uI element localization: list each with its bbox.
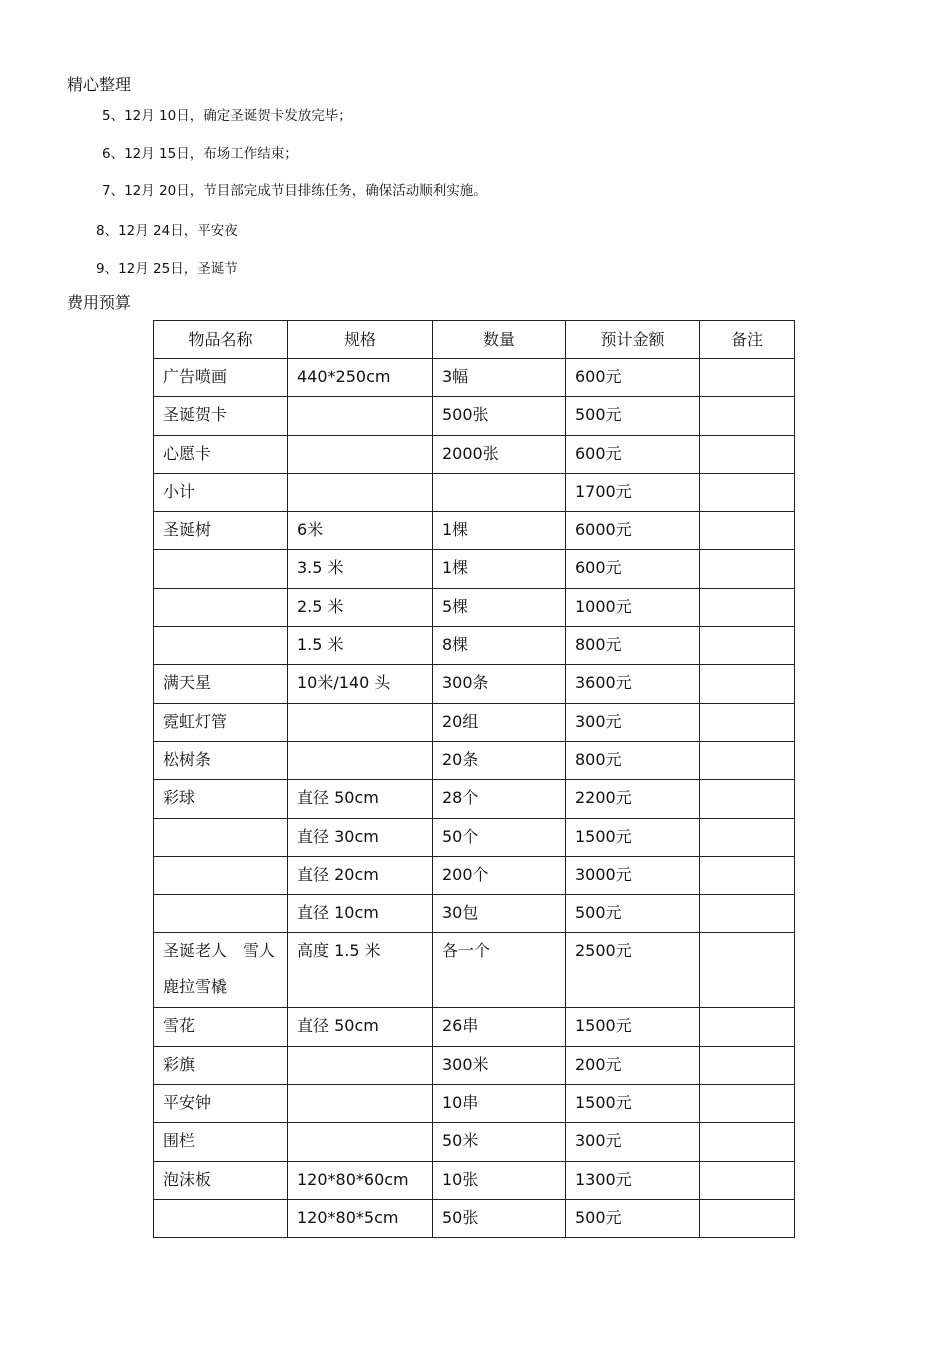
cell-quantity: 10串 — [433, 1085, 566, 1123]
cell-quantity: 5棵 — [433, 588, 566, 626]
cell-item-name — [154, 627, 288, 665]
column-header-quantity: 数量 — [433, 321, 566, 359]
table-row — [154, 818, 795, 856]
cell-quantity: 26串 — [433, 1008, 566, 1046]
cell-amount: 1300元 — [566, 1161, 700, 1199]
cell-quantity: 10张 — [433, 1161, 566, 1199]
cell-item-name — [154, 856, 288, 894]
cell-remark — [700, 1085, 795, 1123]
table-row — [154, 856, 795, 894]
cell-item-name: 平安钟 — [154, 1085, 288, 1123]
cell-amount: 500元 — [566, 895, 700, 933]
table-row — [154, 895, 795, 933]
cell-item-name: 圣诞老人 雪人 鹿拉雪橇 — [154, 933, 288, 1008]
cell-amount: 1500元 — [566, 1085, 700, 1123]
cell-item-name: 圣诞贺卡 — [154, 397, 288, 435]
cell-amount: 300元 — [566, 1123, 700, 1161]
cell-spec: 直径 50cm — [288, 1008, 433, 1046]
cell-amount: 3600元 — [566, 665, 700, 703]
schedule-item: 6、12月 15日，布场工作结束； — [102, 146, 298, 162]
cell-spec: 2.5 米 — [288, 588, 433, 626]
cell-amount: 1700元 — [566, 473, 700, 511]
cell-spec — [288, 1123, 433, 1161]
cell-item-name — [154, 550, 288, 588]
cell-remark — [700, 512, 795, 550]
cell-spec — [288, 1046, 433, 1084]
cell-item-name: 圣诞树 — [154, 512, 288, 550]
table-row — [154, 1008, 795, 1046]
table-row — [154, 359, 795, 397]
cell-item-name — [154, 1199, 288, 1237]
cell-remark — [700, 1046, 795, 1084]
cell-quantity: 3幅 — [433, 359, 566, 397]
cell-spec — [288, 1085, 433, 1123]
cell-item-name — [154, 895, 288, 933]
cell-amount: 600元 — [566, 550, 700, 588]
cell-remark — [700, 435, 795, 473]
table-row — [154, 550, 795, 588]
cell-spec — [288, 741, 433, 779]
cell-spec: 直径 50cm — [288, 780, 433, 818]
cell-remark — [700, 703, 795, 741]
cell-quantity: 300米 — [433, 1046, 566, 1084]
table-row — [154, 780, 795, 818]
cell-amount: 1500元 — [566, 1008, 700, 1046]
cell-quantity: 8棵 — [433, 627, 566, 665]
budget-title: 费用预算 — [67, 293, 132, 312]
cell-item-name: 雪花 — [154, 1008, 288, 1046]
schedule-item: 7、12月 20日，节目部完成节目排练任务，确保活动顺利实施。 — [102, 183, 487, 199]
cell-spec: 直径 20cm — [288, 856, 433, 894]
cell-quantity: 1棵 — [433, 550, 566, 588]
cell-amount: 500元 — [566, 1199, 700, 1237]
cell-amount: 500元 — [566, 397, 700, 435]
column-header-amount: 预计金额 — [566, 321, 700, 359]
cell-amount: 1000元 — [566, 588, 700, 626]
cell-item-name — [154, 588, 288, 626]
page-header: 精心整理 — [67, 75, 132, 94]
table-row — [154, 741, 795, 779]
cell-remark — [700, 741, 795, 779]
cell-remark — [700, 627, 795, 665]
table-header-row — [154, 321, 795, 359]
cell-spec: 1.5 米 — [288, 627, 433, 665]
cell-quantity: 30包 — [433, 895, 566, 933]
cell-remark — [700, 780, 795, 818]
cell-amount: 6000元 — [566, 512, 700, 550]
cell-quantity — [433, 473, 566, 511]
table-row — [154, 1161, 795, 1199]
cell-remark — [700, 895, 795, 933]
cell-remark — [700, 588, 795, 626]
cell-item-name: 广告喷画 — [154, 359, 288, 397]
cell-amount: 3000元 — [566, 856, 700, 894]
cell-quantity: 200个 — [433, 856, 566, 894]
cell-remark — [700, 1123, 795, 1161]
cell-spec — [288, 435, 433, 473]
cell-spec: 10米/140 头 — [288, 665, 433, 703]
cell-quantity: 300条 — [433, 665, 566, 703]
cell-spec — [288, 473, 433, 511]
cell-item-name: 围栏 — [154, 1123, 288, 1161]
cell-remark — [700, 1008, 795, 1046]
cell-spec — [288, 397, 433, 435]
cell-amount: 2200元 — [566, 780, 700, 818]
cell-remark — [700, 665, 795, 703]
cell-item-name: 心愿卡 — [154, 435, 288, 473]
column-header-remark: 备注 — [700, 321, 795, 359]
cell-quantity: 20组 — [433, 703, 566, 741]
cell-item-name: 泡沫板 — [154, 1161, 288, 1199]
column-header-item-name: 物品名称 — [154, 321, 288, 359]
table-row — [154, 397, 795, 435]
cell-quantity: 50张 — [433, 1199, 566, 1237]
cell-item-name: 小计 — [154, 473, 288, 511]
cell-remark — [700, 1161, 795, 1199]
cell-quantity: 1棵 — [433, 512, 566, 550]
cell-spec — [288, 703, 433, 741]
cell-quantity: 2000张 — [433, 435, 566, 473]
cell-quantity: 28个 — [433, 780, 566, 818]
cell-spec: 直径 10cm — [288, 895, 433, 933]
budget-table-body — [154, 359, 795, 1238]
table-row — [154, 627, 795, 665]
cell-amount: 800元 — [566, 741, 700, 779]
cell-remark — [700, 933, 795, 1008]
cell-quantity: 50米 — [433, 1123, 566, 1161]
table-row — [154, 435, 795, 473]
table-row — [154, 665, 795, 703]
table-row — [154, 1085, 795, 1123]
cell-amount: 800元 — [566, 627, 700, 665]
cell-remark — [700, 818, 795, 856]
cell-item-name: 彩旗 — [154, 1046, 288, 1084]
cell-remark — [700, 1199, 795, 1237]
table-row — [154, 1199, 795, 1237]
budget-table — [153, 320, 795, 1238]
cell-amount: 200元 — [566, 1046, 700, 1084]
cell-amount: 600元 — [566, 359, 700, 397]
table-row — [154, 703, 795, 741]
cell-quantity: 20条 — [433, 741, 566, 779]
schedule-item: 9、12月 25日，圣诞节 — [96, 261, 238, 277]
cell-spec: 120*80*60cm — [288, 1161, 433, 1199]
cell-spec: 高度 1.5 米 — [288, 933, 433, 1008]
cell-amount: 1500元 — [566, 818, 700, 856]
cell-item-name: 松树条 — [154, 741, 288, 779]
table-row — [154, 1123, 795, 1161]
column-header-spec: 规格 — [288, 321, 433, 359]
cell-remark — [700, 473, 795, 511]
cell-spec: 直径 30cm — [288, 818, 433, 856]
cell-remark — [700, 550, 795, 588]
cell-spec: 120*80*5cm — [288, 1199, 433, 1237]
cell-item-name: 满天星 — [154, 665, 288, 703]
schedule-item: 8、12月 24日，平安夜 — [96, 223, 238, 239]
cell-quantity: 50个 — [433, 818, 566, 856]
cell-item-name: 彩球 — [154, 780, 288, 818]
table-row — [154, 933, 795, 1008]
cell-quantity: 各一个 — [433, 933, 566, 1008]
cell-amount: 2500元 — [566, 933, 700, 1008]
table-row — [154, 512, 795, 550]
table-row — [154, 1046, 795, 1084]
cell-remark — [700, 397, 795, 435]
cell-spec: 6米 — [288, 512, 433, 550]
cell-spec: 440*250cm — [288, 359, 433, 397]
cell-item-name: 霓虹灯管 — [154, 703, 288, 741]
schedule-item: 5、12月 10日，确定圣诞贺卡发放完毕； — [102, 108, 352, 124]
table-row — [154, 473, 795, 511]
cell-amount: 600元 — [566, 435, 700, 473]
cell-remark — [700, 359, 795, 397]
cell-amount: 300元 — [566, 703, 700, 741]
cell-item-name — [154, 818, 288, 856]
cell-remark — [700, 856, 795, 894]
cell-quantity: 500张 — [433, 397, 566, 435]
cell-spec: 3.5 米 — [288, 550, 433, 588]
table-row — [154, 588, 795, 626]
